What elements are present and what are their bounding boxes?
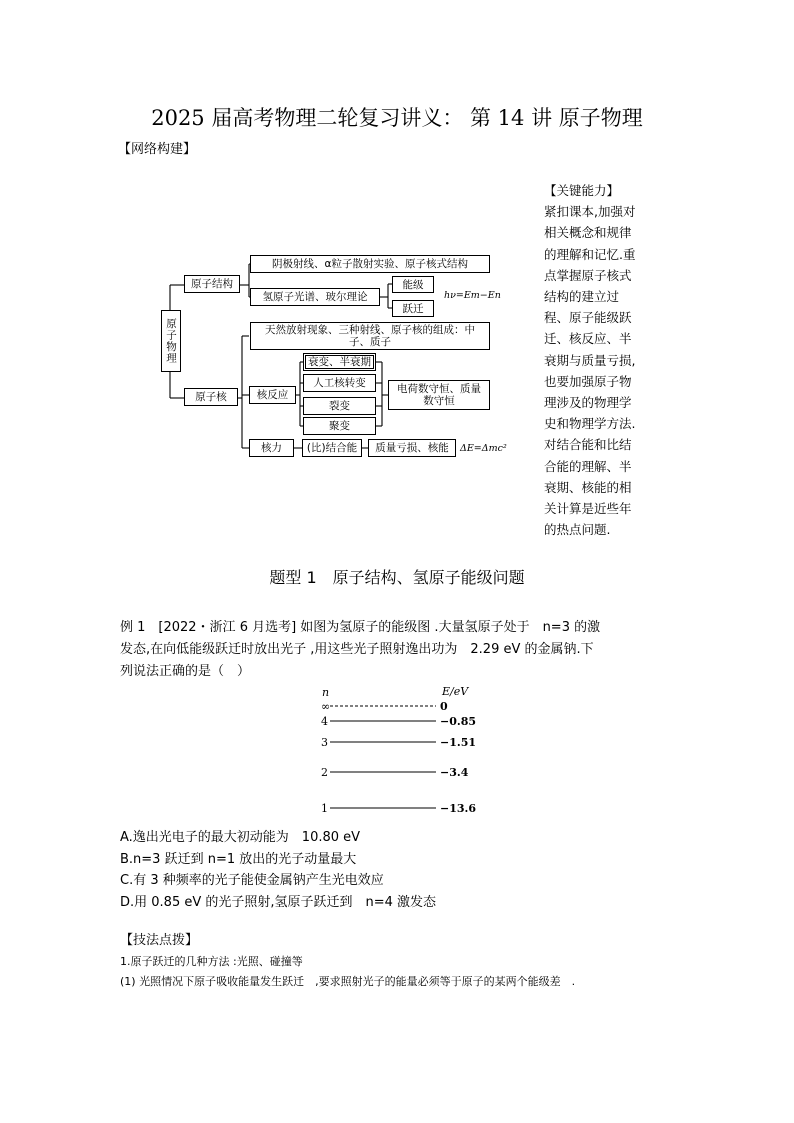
energy-level-value: −0.85 <box>440 715 477 728</box>
option-c: C.有 3 种频率的光子能使金属钠产生光电效应 <box>120 873 384 888</box>
energy-level-n: 2 <box>321 766 328 779</box>
key-ability-line: 程、原子能级跃 <box>544 310 632 326</box>
key-ability-line: 对结合能和比结 <box>544 437 632 453</box>
energy-level-n: 3 <box>321 736 328 749</box>
key-ability <box>544 180 644 540</box>
key-ability-line: 也要加强原子物 <box>544 373 632 389</box>
energy-level-n: ∞ <box>321 700 331 713</box>
page-title: 2025 届高考物理二轮复习讲义： 第 14 讲 原子物理 <box>151 106 643 130</box>
key-ability-line: 史和物理学方法. <box>544 416 636 432</box>
option-d: D.用 0.85 eV 的光子照射,氢原子跃迁到 n=4 激发态 <box>120 894 437 910</box>
energy-levels-svg <box>316 684 486 820</box>
energy-level-value: −3.4 <box>440 766 469 779</box>
network-heading: 【网络构建】 <box>118 142 197 157</box>
key-ability-line: 结构的建立过 <box>544 289 620 305</box>
type1-heading: 题型 1 原子结构、氢原子能级问题 <box>269 568 525 587</box>
energy-level-value: −13.6 <box>440 802 477 815</box>
energy-level-value: −1.51 <box>440 736 477 749</box>
option-a: A.逸出光电子的最大初动能为 10.80 eV <box>120 830 361 845</box>
example-question <box>120 617 680 683</box>
reaction-box: 核反应 <box>249 386 296 404</box>
key-ability-line: 理涉及的物理学 <box>544 395 632 411</box>
force-box: 核力 <box>249 439 294 457</box>
reaction-item-fusion: 聚变 <box>303 417 376 435</box>
energy-level-n: 4 <box>321 715 328 728</box>
options <box>120 827 436 913</box>
key-ability-line: 衰期、核能的相 <box>544 479 632 495</box>
tips-line-2: (1) 光照情况下原子吸收能量发生跃迁 ,要求照射光子的能量必须等于原子的某两个能级差 . <box>120 975 576 988</box>
key-ability-line: 迁、核反应、半 <box>544 331 632 347</box>
e-axis-label: E/eV <box>442 685 469 698</box>
reaction-item-fission: 裂变 <box>303 397 376 415</box>
root-label: 原子物理 <box>165 318 177 364</box>
option-b: B.n=3 跃迁到 n=1 放出的光子动量最大 <box>120 851 357 867</box>
nucleus-box: 原子核 <box>184 388 238 406</box>
conservation-box: 电荷数守恒、质量数守恒 <box>388 380 490 410</box>
tips-heading: 【技法点拨】 <box>120 933 199 948</box>
structure-branch-1: 阴极射线、α粒子散射实验、原子核式结构 <box>250 255 490 273</box>
tips-line-1: 1.原子跃迁的几种方法 :光照、碰撞等 <box>120 955 303 968</box>
key-ability-line: 合能的理解、半 <box>544 458 632 474</box>
energy-level-n: 1 <box>321 802 328 815</box>
key-ability-line: 点掌握原子核式 <box>544 267 632 283</box>
formula-energy: hν=Em−En <box>444 290 501 301</box>
binding-box: (比)结合能 <box>302 439 362 457</box>
n-axis-label: n <box>322 686 330 699</box>
reaction-item-decay: 衰变、半衰期 <box>303 353 376 371</box>
root-box <box>161 310 181 372</box>
energy-level-value: 0 <box>440 700 448 713</box>
reaction-item-artificial: 人工核转变 <box>303 374 376 392</box>
key-ability-line: 衰期与质量亏损, <box>544 352 636 368</box>
nucleus-top-box: 天然放射现象、三种射线、原子核的组成：中子、质子 <box>250 322 490 350</box>
structure-branch-2: 氢原子光谱、玻尔理论 <box>250 288 380 306</box>
concept-map <box>150 240 550 480</box>
key-ability-line: 的热点问题. <box>544 522 611 538</box>
mass-defect-box: 质量亏损、核能 <box>368 439 456 457</box>
key-ability-line: 相关概念和规律 <box>544 225 632 241</box>
tips-section <box>120 930 575 992</box>
key-ability-line: 的理解和记忆.重 <box>544 246 636 262</box>
example-line: 例 1 [2022・浙江 6 月选考] 如图为氢原子的能级图 .大量氢原子处于 n=3 的激 <box>120 620 601 635</box>
structure-box: 原子结构 <box>184 275 240 293</box>
transition-box: 跃迁 <box>392 300 434 317</box>
level-box: 能级 <box>392 276 434 293</box>
example-line: 列说法正确的是（ ） <box>120 664 251 679</box>
formula-mass-energy: ΔE=Δmc² <box>460 443 507 454</box>
example-line: 发态,在向低能级跃迁时放出光子 ,用这些光子照射逸出功为 2.29 eV 的金属钠.下 <box>120 642 594 657</box>
key-ability-line: 紧扣课本,加强对 <box>544 204 636 220</box>
key-ability-line: 关计算是近些年 <box>544 501 632 517</box>
key-ability-heading: 【关键能力】 <box>544 183 620 198</box>
energy-level-diagram <box>316 684 486 820</box>
